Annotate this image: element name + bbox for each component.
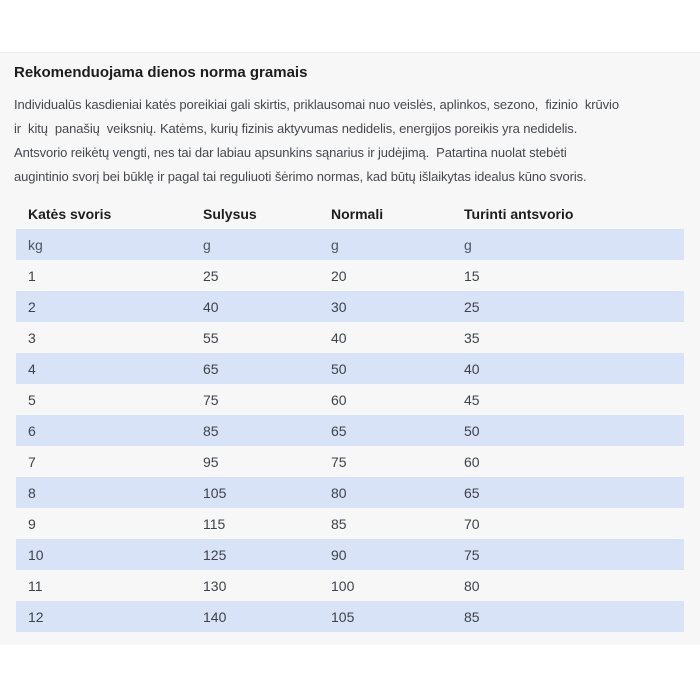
overweight-grams-cell: 60 [464,453,480,470]
normal-grams-cell: 75 [331,453,347,470]
table-row [16,477,684,508]
lean-grams-cell: 25 [203,267,219,284]
page-title: Rekomenduojama dienos norma gramais [14,64,308,81]
weight-cell: 2 [28,298,36,315]
normal-grams-cell: 80 [331,484,347,501]
lean-grams-cell: 85 [203,422,219,439]
lean-grams-cell: 95 [203,453,219,470]
lean-grams-cell: 125 [203,546,227,563]
lean-grams-cell: 140 [203,608,227,625]
overweight-grams-cell: 40 [464,360,480,377]
intro-line: ir kitų panašių veiksnių. Katėms, kurių fizinis aktyvumas nedidelis, energijos poreikis yra nedidelis. [14,121,578,136]
overweight-grams-cell: 45 [464,391,480,408]
normal-grams-cell: 100 [331,577,355,594]
overweight-grams-cell: 70 [464,515,480,532]
table-row [16,353,684,384]
weight-cell: 11 [28,577,43,594]
lean-grams-cell: 115 [203,515,226,532]
unit-cell-normal: g [331,236,339,253]
overweight-grams-cell: 85 [464,608,480,625]
intro-paragraph [14,93,686,189]
intro-line: Individualūs kasdieniai katės poreikiai gali skirtis, priklausomai nuo veislės, aplinkos, sezono, fizinio krūvio [14,97,619,112]
weight-cell: 7 [28,453,36,470]
weight-cell: 1 [28,267,36,284]
lean-grams-cell: 65 [203,360,219,377]
normal-grams-cell: 90 [331,546,347,563]
lean-grams-cell: 105 [203,484,227,501]
lean-grams-cell: 40 [203,298,219,315]
weight-cell: 4 [28,360,36,377]
table-header-row [16,198,684,229]
unit-row [16,229,684,260]
overweight-grams-cell: 75 [464,546,480,563]
lean-grams-cell: 55 [203,329,219,346]
weight-cell: 9 [28,515,36,532]
table-row [16,539,684,570]
weight-cell: 10 [28,546,44,563]
lean-grams-cell: 130 [203,577,227,594]
normal-grams-cell: 40 [331,329,347,346]
table-row [16,570,684,601]
lean-grams-cell: 75 [203,391,219,408]
normal-grams-cell: 65 [331,422,347,439]
normal-grams-cell: 30 [331,298,347,315]
normal-grams-cell: 105 [331,608,355,625]
table-row [16,322,684,353]
weight-cell: 8 [28,484,36,501]
feeding-norms-table [16,198,684,632]
table-row [16,446,684,477]
unit-cell-weight: kg [28,236,43,253]
overweight-grams-cell: 50 [464,422,480,439]
column-header-overweight: Turinti antsvorio [464,205,574,222]
table-row [16,260,684,291]
overweight-grams-cell: 65 [464,484,480,501]
weight-cell: 5 [28,391,36,408]
column-header-cat-weight: Katės svoris [28,205,112,222]
table-row [16,415,684,446]
normal-grams-cell: 60 [331,391,347,408]
overweight-grams-cell: 25 [464,298,480,315]
overweight-grams-cell: 35 [464,329,480,346]
unit-cell-lean: g [203,236,211,253]
normal-grams-cell: 50 [331,360,347,377]
table-row [16,508,684,539]
weight-cell: 6 [28,422,36,439]
overweight-grams-cell: 80 [464,577,480,594]
column-header-normal: Normali [331,205,384,222]
normal-grams-cell: 85 [331,515,347,532]
intro-line: augintinio svorį bei būklę ir pagal tai reguliuoti šėrimo normas, kad būtų išlaikytas idealus kūno svoris. [14,169,587,184]
content-section [0,52,700,645]
unit-cell-overweight: g [464,236,472,253]
weight-cell: 12 [28,608,44,625]
weight-cell: 3 [28,329,36,346]
column-header-lean: Sulysus [203,205,257,222]
table-row [16,601,684,632]
normal-grams-cell: 20 [331,267,347,284]
table-row [16,384,684,415]
intro-line: Antsvorio reikėtų vengti, nes tai dar labiau apsunkins sąnarius ir judėjimą. Patartina nuolat stebėti [14,145,567,160]
overweight-grams-cell: 15 [464,267,480,284]
table-row [16,291,684,322]
